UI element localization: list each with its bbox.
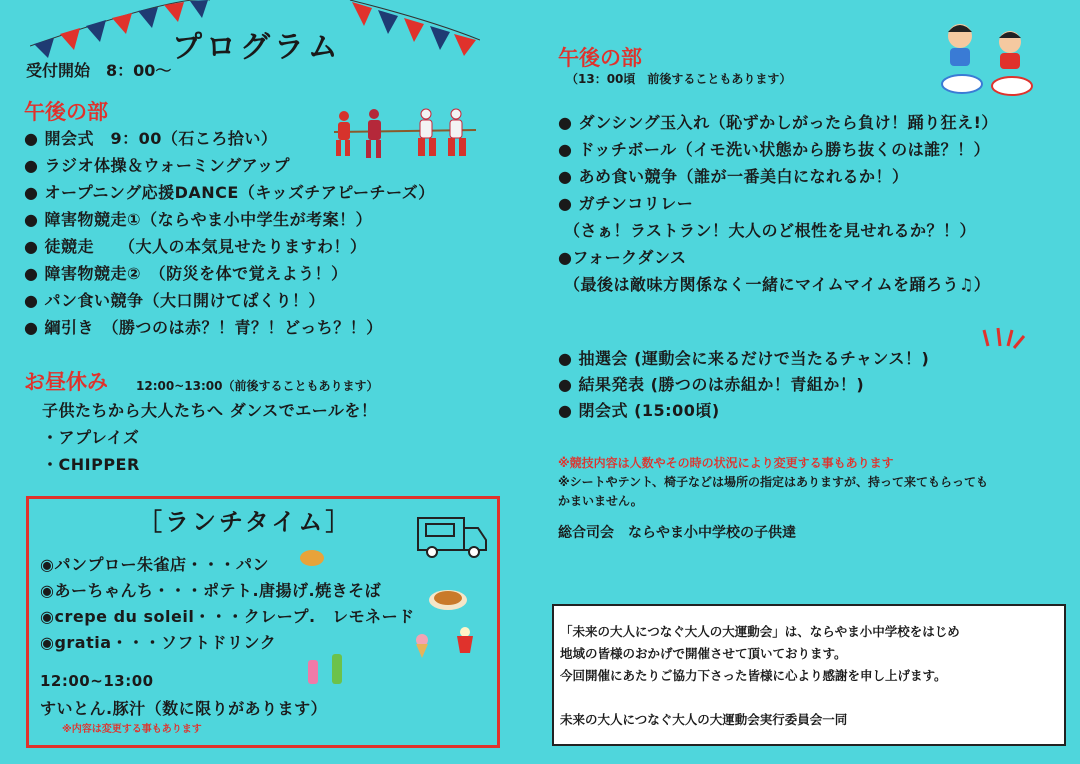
program-title: プログラム bbox=[172, 30, 342, 65]
bread-icon bbox=[298, 548, 326, 568]
vendor-item: ◉gratia・・・ソフトドリンク bbox=[40, 633, 277, 652]
closing-list bbox=[558, 346, 929, 424]
message-signature: 未来の大人につなぐ大人の大運動会実行委員会一同 bbox=[560, 712, 848, 727]
mc-credit: 総合司会 ならやま小中学校の子供達 bbox=[558, 525, 796, 541]
program-item: ● 抽選会 (運動会に来るだけで当たるチャンス！) bbox=[558, 346, 929, 372]
soup-item: すいとん.豚汁（数に限りがあります） bbox=[40, 699, 328, 718]
lunch-note: ※内容は変更する事もあります bbox=[62, 724, 202, 735]
program-item: ● ダンシング玉入れ（恥ずかしがったら負け！踊り狂え!） bbox=[558, 110, 998, 137]
message-line: 今回開催にあたりご協力下さった皆様に心より感謝を申し上げます。 bbox=[560, 668, 947, 683]
program-item: ● 結果発表 (勝つのは赤組か！青組か！) bbox=[558, 372, 929, 398]
message-line: 「未来の大人につなぐ大人の大運動会」は、ならやま小中学校をはじめ bbox=[560, 624, 960, 639]
vendor-item: ◉crepe du soleil・・・クレープ. レモネード bbox=[40, 607, 415, 626]
popcorn-icon bbox=[454, 626, 476, 654]
tug-of-war-illustration bbox=[330, 106, 480, 164]
reception-time: 受付開始 8：00〜 bbox=[26, 61, 172, 80]
seating-notice-cont: かまいません。 bbox=[558, 494, 643, 508]
program-item: ● 綱引き （勝つのは赤？！青？！どっち？！） bbox=[24, 315, 435, 342]
relay-note: （さぁ！ラストラン！大人のど根性を見せれるか？！） bbox=[564, 221, 977, 240]
program-item: ● 障害物競走② （防災を体で覚えよう！） bbox=[24, 261, 435, 288]
folk-dance-item: ●フォークダンス bbox=[558, 248, 687, 267]
dance-group: ・アプレイズ bbox=[42, 428, 140, 447]
seating-notice: ※シートやテント、椅子などは場所の指定はありますが、持って来てもらっても bbox=[558, 475, 988, 489]
program-item: ● 障害物競走①（ならやま小中学生が考案！） bbox=[24, 207, 435, 234]
emphasis-lines-icon bbox=[978, 326, 1028, 350]
lunch-title: ［ランチタイム］ bbox=[138, 508, 353, 536]
dance-group: ・CHIPPER bbox=[42, 455, 140, 474]
drink-bottles-icon bbox=[304, 652, 348, 686]
afternoon-section-heading: 午後の部 bbox=[24, 100, 108, 124]
afternoon-list bbox=[558, 110, 998, 299]
folk-dance-note: （最後は敵味方関係なく一緒にマイムマイムを踊ろう♫） bbox=[564, 275, 991, 294]
program-item: ● オープニング応援DANCE（キッズチアピーチーズ） bbox=[24, 180, 435, 207]
dance-intro: 子供たちから大人たちへ ダンスでエールを！ bbox=[42, 401, 378, 420]
program-item: ● ガチンコリレー bbox=[558, 191, 998, 218]
vendor-item: ◉パンプロー朱雀店・・・パン bbox=[40, 555, 269, 574]
program-item: ● 徒競走 （大人の本気見せたりますわ！） bbox=[24, 234, 435, 261]
vendor-item: ◉あーちゃんち・・・ポテト.唐揚げ.焼きそば bbox=[40, 581, 382, 600]
food-truck-icon bbox=[416, 514, 490, 560]
fried-food-plate-icon bbox=[428, 586, 468, 612]
change-notice: ※競技内容は人数やその時の状況により変更する事もあります bbox=[558, 456, 894, 470]
program-item: ● パン食い競争（大口開けてぱくり！） bbox=[24, 288, 435, 315]
soup-time: 12:00~13:00 bbox=[40, 672, 154, 690]
message-line: 地域の皆様のおかげで開催させて頂いております。 bbox=[560, 646, 847, 661]
ice-cream-icon bbox=[412, 632, 432, 660]
program-item: ● ラジオ体操＆ウォーミングアップ bbox=[24, 153, 435, 180]
afternoon-section-heading-right: 午後の部 bbox=[558, 46, 642, 70]
program-item: ● 開会式 9：00（石ころ拾い） bbox=[24, 126, 435, 153]
vendor-list bbox=[40, 552, 415, 656]
lunch-break-time: 12:00~13:00（前後することもあります） bbox=[136, 379, 379, 393]
lunch-break-heading: お昼休み bbox=[24, 370, 108, 394]
program-item: ● ドッチボール（イモ洗い状態から勝ち抜くのは誰？！） bbox=[558, 137, 998, 164]
running-kids-illustration bbox=[936, 18, 1040, 96]
program-item: ● 閉会式 (15:00頃) bbox=[558, 398, 929, 424]
afternoon-time-note: （13：00頃 前後することもあります） bbox=[566, 72, 792, 86]
program-item: ● あめ食い競争（誰が一番美白になれるか！） bbox=[558, 164, 998, 191]
